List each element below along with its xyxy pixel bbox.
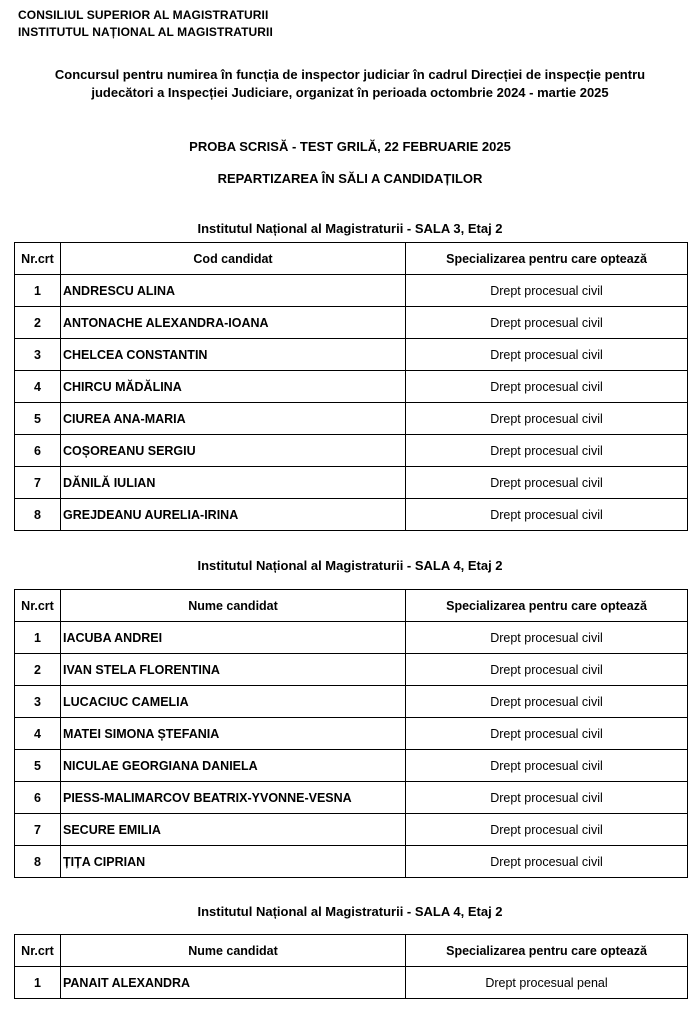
table-row bbox=[15, 307, 688, 339]
table-row bbox=[15, 718, 688, 750]
row-number: 4 bbox=[15, 718, 61, 750]
specialization: Drept procesual civil bbox=[406, 403, 688, 435]
specialization: Drept procesual civil bbox=[406, 275, 688, 307]
specialization: Drept procesual civil bbox=[406, 718, 688, 750]
table-row bbox=[15, 371, 688, 403]
contest-description bbox=[0, 66, 700, 102]
candidate-name: ȚIȚA CIPRIAN bbox=[61, 846, 406, 878]
specialization: Drept procesual civil bbox=[406, 435, 688, 467]
candidates-table-sala-4 bbox=[14, 589, 688, 878]
row-number: 8 bbox=[15, 499, 61, 531]
specialization: Drept procesual penal bbox=[406, 967, 688, 999]
table-row bbox=[15, 339, 688, 371]
table-header-row bbox=[15, 935, 688, 967]
row-number: 5 bbox=[15, 403, 61, 435]
candidate-name: SECURE EMILIA bbox=[61, 814, 406, 846]
table-row bbox=[15, 654, 688, 686]
room-title-sala-4: Institutul Național al Magistraturii - SALA 4, Etaj 2 bbox=[197, 558, 503, 573]
row-number: 1 bbox=[15, 275, 61, 307]
column-header-nr: Nr.crt bbox=[15, 935, 61, 967]
candidate-name: ANTONACHE ALEXANDRA-IOANA bbox=[61, 307, 406, 339]
table-row bbox=[15, 686, 688, 718]
contest-description-line-1: Concursul pentru numirea în funcția de inspector judiciar în cadrul Direcției de inspecție pentru bbox=[54, 67, 646, 82]
row-number: 5 bbox=[15, 750, 61, 782]
column-header-nr: Nr.crt bbox=[15, 590, 61, 622]
institution-name-csm: CONSILIUL SUPERIOR AL MAGISTRATURII bbox=[18, 8, 269, 22]
row-number: 1 bbox=[15, 967, 61, 999]
specialization: Drept procesual civil bbox=[406, 622, 688, 654]
row-number: 6 bbox=[15, 782, 61, 814]
table-row bbox=[15, 275, 688, 307]
table-row bbox=[15, 499, 688, 531]
candidate-name: COȘOREANU SERGIU bbox=[61, 435, 406, 467]
column-header-specialization: Specializarea pentru care optează bbox=[406, 590, 688, 622]
contest-description-line-2: judecători a Inspecției Judiciare, organizat în perioada octombrie 2024 - martie 2025 bbox=[91, 85, 609, 100]
candidate-name: ANDRESCU ALINA bbox=[61, 275, 406, 307]
row-number: 7 bbox=[15, 814, 61, 846]
table-row bbox=[15, 846, 688, 878]
column-header-nr: Nr.crt bbox=[15, 243, 61, 275]
column-header-specialization: Specializarea pentru care optează bbox=[406, 243, 688, 275]
row-number: 6 bbox=[15, 435, 61, 467]
table-row bbox=[15, 750, 688, 782]
candidate-name: DĂNILĂ IULIAN bbox=[61, 467, 406, 499]
specialization: Drept procesual civil bbox=[406, 750, 688, 782]
candidates-table-sala-4-penal bbox=[14, 934, 688, 999]
row-number: 4 bbox=[15, 371, 61, 403]
row-number: 3 bbox=[15, 686, 61, 718]
specialization: Drept procesual civil bbox=[406, 307, 688, 339]
specialization: Drept procesual civil bbox=[406, 814, 688, 846]
candidate-name: IVAN STELA FLORENTINA bbox=[61, 654, 406, 686]
candidate-name: PANAIT ALEXANDRA bbox=[61, 967, 406, 999]
specialization: Drept procesual civil bbox=[406, 782, 688, 814]
candidate-name: MATEI SIMONA ȘTEFANIA bbox=[61, 718, 406, 750]
room-title-sala-4-penal: Institutul Național al Magistraturii - SALA 4, Etaj 2 bbox=[197, 904, 503, 919]
row-number: 3 bbox=[15, 339, 61, 371]
table-row bbox=[15, 435, 688, 467]
column-header-candidate: Nume candidat bbox=[61, 935, 406, 967]
candidate-name: PIESS-MALIMARCOV BEATRIX-YVONNE-VESNA bbox=[61, 782, 406, 814]
table-row bbox=[15, 467, 688, 499]
exam-title: PROBA SCRISĂ - TEST GRILĂ, 22 FEBRUARIE 2025 bbox=[189, 139, 511, 154]
row-number: 1 bbox=[15, 622, 61, 654]
row-number: 8 bbox=[15, 846, 61, 878]
document-subtitle: REPARTIZAREA ÎN SĂLI A CANDIDAȚILOR bbox=[217, 171, 483, 186]
specialization: Drept procesual civil bbox=[406, 371, 688, 403]
room-title-sala-3: Institutul Național al Magistraturii - SALA 3, Etaj 2 bbox=[197, 221, 503, 236]
candidates-table-sala-3 bbox=[14, 242, 688, 531]
specialization: Drept procesual civil bbox=[406, 846, 688, 878]
row-number: 2 bbox=[15, 307, 61, 339]
specialization: Drept procesual civil bbox=[406, 467, 688, 499]
table-header-row bbox=[15, 243, 688, 275]
table-row bbox=[15, 403, 688, 435]
candidate-name: IACUBA ANDREI bbox=[61, 622, 406, 654]
table-row bbox=[15, 622, 688, 654]
candidate-name: CIUREA ANA-MARIA bbox=[61, 403, 406, 435]
table-row bbox=[15, 967, 688, 999]
table-header-row bbox=[15, 590, 688, 622]
column-header-candidate: Nume candidat bbox=[61, 590, 406, 622]
table-row bbox=[15, 782, 688, 814]
candidate-name: NICULAE GEORGIANA DANIELA bbox=[61, 750, 406, 782]
candidate-name: LUCACIUC CAMELIA bbox=[61, 686, 406, 718]
candidate-name: CHELCEA CONSTANTIN bbox=[61, 339, 406, 371]
specialization: Drept procesual civil bbox=[406, 499, 688, 531]
candidate-name: CHIRCU MĂDĂLINA bbox=[61, 371, 406, 403]
row-number: 2 bbox=[15, 654, 61, 686]
specialization: Drept procesual civil bbox=[406, 654, 688, 686]
institution-name-inm: INSTITUTUL NAȚIONAL AL MAGISTRATURII bbox=[18, 25, 273, 39]
specialization: Drept procesual civil bbox=[406, 686, 688, 718]
column-header-candidate: Cod candidat bbox=[61, 243, 406, 275]
row-number: 7 bbox=[15, 467, 61, 499]
specialization: Drept procesual civil bbox=[406, 339, 688, 371]
column-header-specialization: Specializarea pentru care optează bbox=[406, 935, 688, 967]
candidate-name: GREJDEANU AURELIA-IRINA bbox=[61, 499, 406, 531]
table-row bbox=[15, 814, 688, 846]
